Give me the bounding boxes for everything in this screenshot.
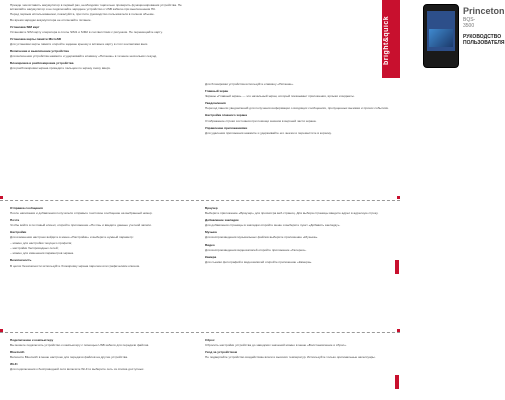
paragraph: Отображение строки состояния при помощи значков в верхней части экрана. (205, 118, 317, 123)
paragraph: После написания и добавления получателя отправьте текстовое сообщение на выбранный номер. (10, 211, 153, 216)
section-heading: Сброс (205, 338, 215, 342)
crop-mark (397, 329, 400, 332)
section-heading: Главный экран (205, 89, 229, 94)
paragraph: Для установки карты памяти откройте заднюю крышку и вставьте карту в слот контактами вниз. (10, 42, 149, 47)
panel-mid-left (10, 203, 195, 328)
paragraph: Для удаления приложения нажмите и удерживайте его значок и переместите в корзину. (205, 130, 332, 135)
paragraph: Прежде чем вставить аккумулятор в первый раз, необходимо тщательно проверить функционирования устройства. Не вставляйте аккумулятор и не подключайте зарядное устройство к USB кабелю при выключенном ПК. (10, 3, 182, 12)
paragraph: Для добавления страницы в закладки откройте меню и выберите пункт «Добавить закладку». (205, 223, 341, 228)
paragraph: Включите Bluetooth в меню настроек для передачи файлов на другие устройства. (10, 355, 128, 360)
paragraph: Для блокировки устройства используйте клавишу «Питание». (205, 82, 294, 86)
brand-strip (382, 0, 400, 78)
section-heading: Браузер (205, 206, 218, 210)
cover-title (463, 34, 505, 46)
brand-text: bright&quick (383, 15, 390, 65)
section-heading: Установка SIM карт (10, 24, 40, 29)
side-tab (395, 260, 399, 274)
cover-logo: Princeton (463, 6, 505, 16)
phone-image (423, 4, 459, 68)
paragraph: Вы можете подключить устройство к компьютеру с помощью USB кабеля для передачи файлов. (10, 343, 150, 348)
section-heading: Подключение к компьютеру (10, 338, 54, 342)
section-heading: Bluetooth (10, 350, 25, 355)
section-heading: Почта (10, 218, 20, 223)
panel-mid-right (205, 203, 385, 328)
section-heading: Видео (205, 242, 215, 247)
paragraph: Для включения устройства нажмите и удерживайте клавишу «Питание» в течение нескольких секунд. (10, 54, 158, 59)
section-heading: Установка карты памяти MicroSD (10, 36, 62, 41)
section-heading: Включение и выключение устройства (10, 49, 69, 54)
crop-mark (0, 329, 3, 332)
section-heading: Безопасность (10, 258, 32, 263)
panel-bottom-left (10, 335, 195, 397)
cover-title-line1: РУКОВОДСТВО (463, 34, 502, 40)
paragraph: Во время зарядки аккумулятора не отключайте питание. (10, 17, 92, 22)
paragraph: Чтобы войти в почтовый клиент, откройте приложение «Почта» и введите данные учетной записи. (10, 223, 152, 228)
crop-mark (397, 196, 400, 199)
paragraph: В целях безопасности используйте блокировку экрана паролем или графическим ключом. (10, 263, 140, 268)
section-heading: Музыка (205, 230, 217, 235)
paragraph: Экраны «Главный экран» — это начальный экран, который показывает приложения, ярлыки и виджеты. (205, 94, 355, 99)
crop-mark (0, 196, 3, 199)
section-heading: Wi-Fi (10, 362, 18, 367)
section-heading: Настройка главного экрана (205, 113, 248, 118)
panel-top-left (10, 3, 195, 198)
section-heading: Добавление закладки (205, 218, 239, 223)
cover-title-line2: ПОЛЬЗОВАТЕЛЯ (463, 40, 505, 46)
paragraph: Установите SIM карту оператора в слоты SIM1 и SIM2 в соответствии с рисунком. Не перемещайте карту. (10, 29, 163, 34)
paragraph: Выберите приложение «Браузер» для просмотра веб-страниц. Для выбора страницы введите адрес в адресную строку. (205, 211, 379, 216)
paragraph: Для съемки фотографий и видеозаписей откройте приложение «Камера». (205, 259, 313, 264)
list-item: – можно для изменения параметров экрана. (10, 251, 74, 256)
paragraph: Для подключения к беспроводной сети включите Wi-Fi и выберите сеть из списка доступных. (10, 367, 145, 372)
list-item: – можно для настройки текущего профиля; (10, 240, 73, 245)
side-tab (395, 375, 399, 389)
panel-bottom-right (205, 335, 385, 397)
paragraph: Для воспроизведения видеозаписей откройте приложение «Галерея». (205, 247, 307, 252)
section-heading: Блокировка и разблокировка устройства (10, 61, 74, 66)
section-heading: Уведомления (205, 101, 226, 106)
paragraph: Сбросить настройки устройства до заводских значений можно в меню «Восстановление и сброс». (205, 343, 347, 348)
paragraph: Переход панели уведомлений для получения информации о входящих сообщениях, пропущенных вызовах и прочих событиях. (205, 106, 389, 111)
list-item: – настройки беспроводных сетей; (10, 246, 59, 251)
fold-line (0, 200, 400, 201)
cover-panel (205, 0, 505, 78)
cover-model: BQS-3500 (463, 17, 476, 29)
paragraph: Не подвергайте устройство воздействию влаги и высоких температур. Используйте только оригинальные аксессуары. (205, 355, 376, 360)
section-heading: Настройки (10, 230, 27, 235)
paragraph: Для разблокировки экрана проведите пальцем по экрану снизу вверх. (10, 66, 111, 71)
panel-top-right (205, 82, 390, 197)
paragraph: Для воспроизведения музыкальных файлов выберите приложение «Музыка». (205, 235, 319, 240)
section-heading: Уход за устройством (205, 350, 238, 355)
phone-screen (427, 11, 455, 51)
section-heading: Отправка сообщения (10, 206, 43, 210)
section-heading: Камера (205, 254, 217, 259)
paragraph: Перед первым использованием, пожалуйста, прочтите руководство пользователя в полном объеме. (10, 12, 155, 17)
paragraph: Для изменения настроек войдите в меню «Настройки» и выберите нужный параметр: (10, 235, 134, 240)
section-heading: Управление приложениями (205, 125, 248, 130)
fold-line (0, 332, 400, 333)
phone-wallpaper (429, 29, 453, 47)
